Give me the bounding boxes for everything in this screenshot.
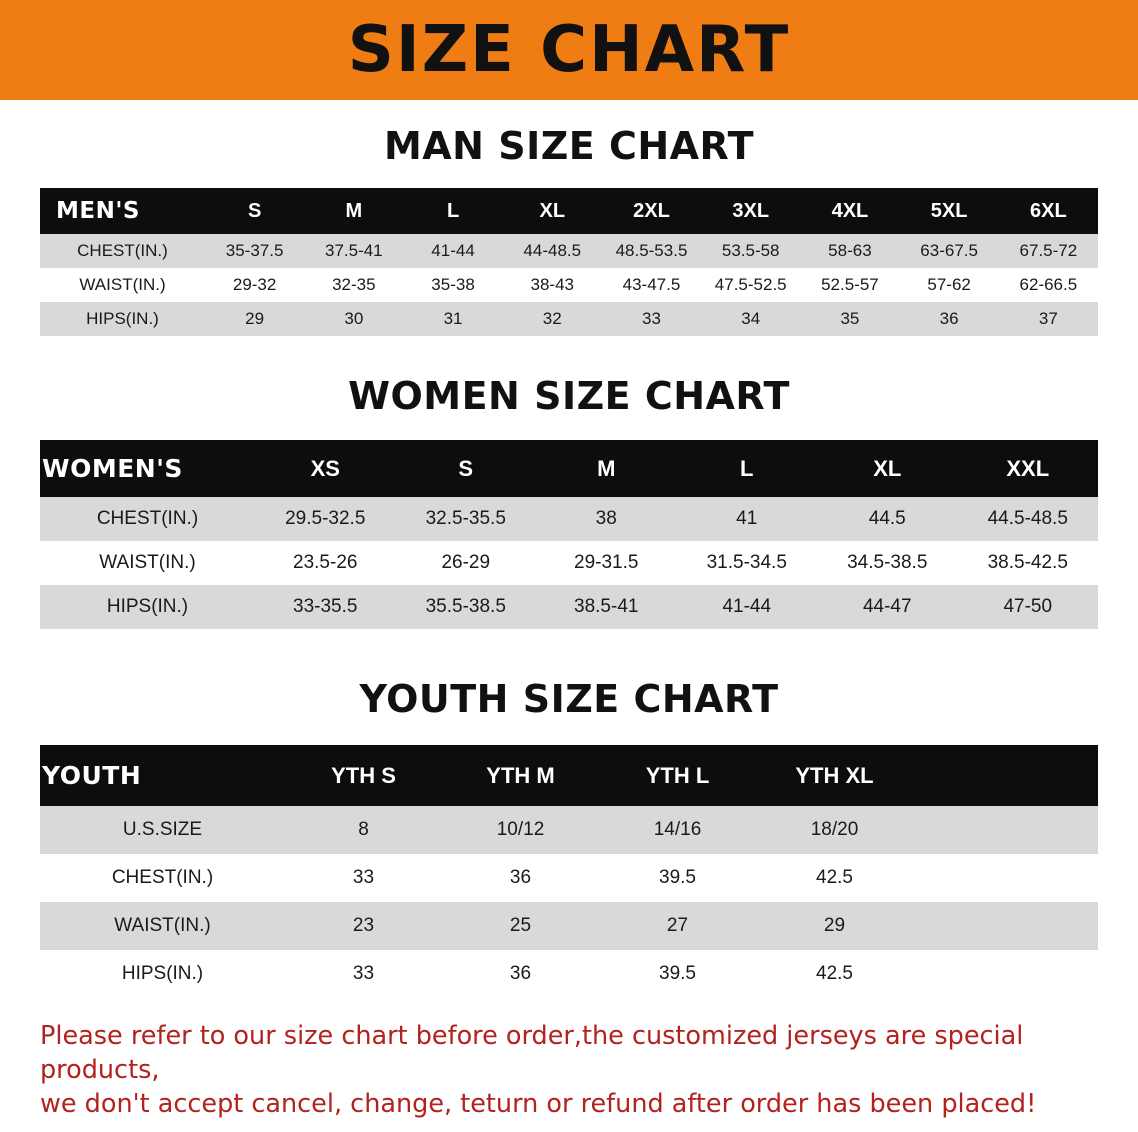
women-header-cell: M — [597, 455, 616, 481]
man-section-title: MAN SIZE CHART — [383, 124, 755, 168]
man-header-cell: S — [247, 199, 262, 222]
table-cell: 26-29 — [396, 541, 537, 585]
row-label: HIPS(IN.) — [40, 950, 285, 998]
women-header-cell: XXL — [1006, 455, 1050, 481]
table-cell: 47-50 — [958, 585, 1099, 629]
man-header-cell: L — [446, 199, 460, 222]
women-header-cell: XL — [873, 455, 902, 481]
row-label: WAIST(IN.) — [40, 268, 205, 302]
table-cell: 36 — [442, 854, 599, 902]
youth-header-spacer — [913, 745, 1098, 806]
table-row — [40, 302, 1098, 336]
table-cell: 27 — [599, 902, 756, 950]
women-header-label: WOMEN'S — [42, 454, 183, 483]
disclaimer-line-1: Please refer to our size chart before order,the customized jerseys are special products, — [40, 1021, 1024, 1085]
youth-size-table — [40, 745, 1098, 998]
table-cell: 47.5-52.5 — [701, 268, 800, 302]
header-banner — [0, 0, 1138, 100]
women-table-body — [40, 497, 1098, 629]
man-size-table — [40, 188, 1098, 336]
table-row — [40, 497, 1098, 541]
table-cell: 42.5 — [756, 950, 913, 998]
man-table-body — [40, 234, 1098, 336]
table-cell: 63-67.5 — [900, 234, 999, 268]
table-row — [40, 268, 1098, 302]
table-cell: 41-44 — [403, 234, 502, 268]
table-cell: 38.5-42.5 — [958, 541, 1099, 585]
table-cell-spacer — [913, 950, 1098, 998]
man-table-head — [40, 188, 1098, 234]
table-cell: 48.5-53.5 — [602, 234, 701, 268]
youth-header-cell: YTH M — [486, 762, 555, 788]
youth-header-cell: YTH XL — [795, 762, 874, 788]
table-cell-spacer — [913, 902, 1098, 950]
table-row — [40, 806, 1098, 854]
table-cell: 52.5-57 — [800, 268, 899, 302]
man-header-cell: 3XL — [732, 199, 770, 222]
table-cell: 39.5 — [599, 854, 756, 902]
table-header-row — [40, 745, 1098, 806]
man-header-cell: 6XL — [1030, 199, 1067, 222]
table-cell: 38-43 — [503, 268, 602, 302]
table-cell: 38 — [536, 497, 677, 541]
man-header-label: MEN'S — [56, 198, 140, 224]
table-cell: 29-31.5 — [536, 541, 677, 585]
table-cell: 14/16 — [599, 806, 756, 854]
table-cell: 32.5-35.5 — [396, 497, 537, 541]
table-cell: 35 — [800, 302, 899, 336]
youth-table-wrapper — [0, 745, 1138, 998]
row-label: U.S.SIZE — [40, 806, 285, 854]
row-label: WAIST(IN.) — [40, 902, 285, 950]
table-cell: 44.5 — [817, 497, 958, 541]
table-cell: 23 — [285, 902, 442, 950]
table-cell: 33 — [285, 854, 442, 902]
man-header-cell: 5XL — [930, 199, 968, 222]
table-cell: 53.5-58 — [701, 234, 800, 268]
row-label: CHEST(IN.) — [40, 497, 255, 541]
man-header-cell: XL — [539, 199, 566, 222]
table-row — [40, 950, 1098, 998]
table-cell: 29.5-32.5 — [255, 497, 396, 541]
table-cell: 44-47 — [817, 585, 958, 629]
women-header-cell: S — [458, 455, 474, 481]
table-cell: 31 — [403, 302, 502, 336]
disclaimer-note — [0, 1020, 1138, 1122]
table-cell: 57-62 — [900, 268, 999, 302]
women-table-head — [40, 440, 1098, 497]
table-cell: 29-32 — [205, 268, 304, 302]
table-cell: 35-37.5 — [205, 234, 304, 268]
table-cell: 29 — [205, 302, 304, 336]
table-cell: 42.5 — [756, 854, 913, 902]
table-row — [40, 585, 1098, 629]
row-label: HIPS(IN.) — [40, 302, 205, 336]
table-cell: 30 — [304, 302, 403, 336]
page-title: SIZE CHART — [347, 13, 791, 87]
table-cell-spacer — [913, 806, 1098, 854]
table-cell: 18/20 — [756, 806, 913, 854]
women-table-wrapper — [0, 440, 1138, 629]
table-cell: 37.5-41 — [304, 234, 403, 268]
table-header-row — [40, 188, 1098, 234]
table-row — [40, 541, 1098, 585]
women-header-cell: XS — [310, 455, 340, 481]
table-cell: 62-66.5 — [999, 268, 1098, 302]
table-cell: 33 — [285, 950, 442, 998]
table-cell: 8 — [285, 806, 442, 854]
youth-header-cell: YTH S — [331, 762, 396, 788]
row-label: CHEST(IN.) — [40, 234, 205, 268]
table-cell: 41-44 — [677, 585, 818, 629]
women-header-cell: L — [740, 455, 754, 481]
table-cell: 36 — [900, 302, 999, 336]
table-cell: 36 — [442, 950, 599, 998]
table-cell: 33-35.5 — [255, 585, 396, 629]
table-cell: 43-47.5 — [602, 268, 701, 302]
man-table-wrapper — [0, 188, 1138, 336]
table-cell-spacer — [913, 854, 1098, 902]
table-cell: 10/12 — [442, 806, 599, 854]
youth-header-label: YOUTH — [42, 761, 142, 790]
man-header-cell: 4XL — [831, 199, 869, 222]
youth-table-body — [40, 806, 1098, 998]
table-cell: 29 — [756, 902, 913, 950]
table-cell: 32-35 — [304, 268, 403, 302]
youth-section-title: YOUTH SIZE CHART — [359, 677, 779, 721]
table-cell: 31.5-34.5 — [677, 541, 818, 585]
youth-header-cell: YTH L — [645, 762, 710, 788]
table-header-row — [40, 440, 1098, 497]
table-row — [40, 234, 1098, 268]
man-header-cell: M — [345, 199, 363, 222]
table-cell: 33 — [602, 302, 701, 336]
table-cell: 39.5 — [599, 950, 756, 998]
table-cell: 38.5-41 — [536, 585, 677, 629]
table-cell: 34 — [701, 302, 800, 336]
row-label: HIPS(IN.) — [40, 585, 255, 629]
table-cell: 37 — [999, 302, 1098, 336]
table-cell: 32 — [503, 302, 602, 336]
man-header-cell: 2XL — [633, 199, 670, 222]
row-label: CHEST(IN.) — [40, 854, 285, 902]
row-label: WAIST(IN.) — [40, 541, 255, 585]
table-cell: 41 — [677, 497, 818, 541]
disclaimer-line-2: we don't accept cancel, change, teturn or refund after order has been placed! — [40, 1088, 1037, 1119]
women-section-title: WOMEN SIZE CHART — [348, 374, 790, 418]
table-cell: 67.5-72 — [999, 234, 1098, 268]
table-row — [40, 902, 1098, 950]
table-cell: 35.5-38.5 — [396, 585, 537, 629]
table-cell: 34.5-38.5 — [817, 541, 958, 585]
youth-table-head — [40, 745, 1098, 806]
table-cell: 44-48.5 — [503, 234, 602, 268]
table-cell: 35-38 — [403, 268, 502, 302]
table-cell: 25 — [442, 902, 599, 950]
table-cell: 58-63 — [800, 234, 899, 268]
table-row — [40, 854, 1098, 902]
women-size-table — [40, 440, 1098, 629]
table-cell: 23.5-26 — [255, 541, 396, 585]
table-cell: 44.5-48.5 — [958, 497, 1099, 541]
